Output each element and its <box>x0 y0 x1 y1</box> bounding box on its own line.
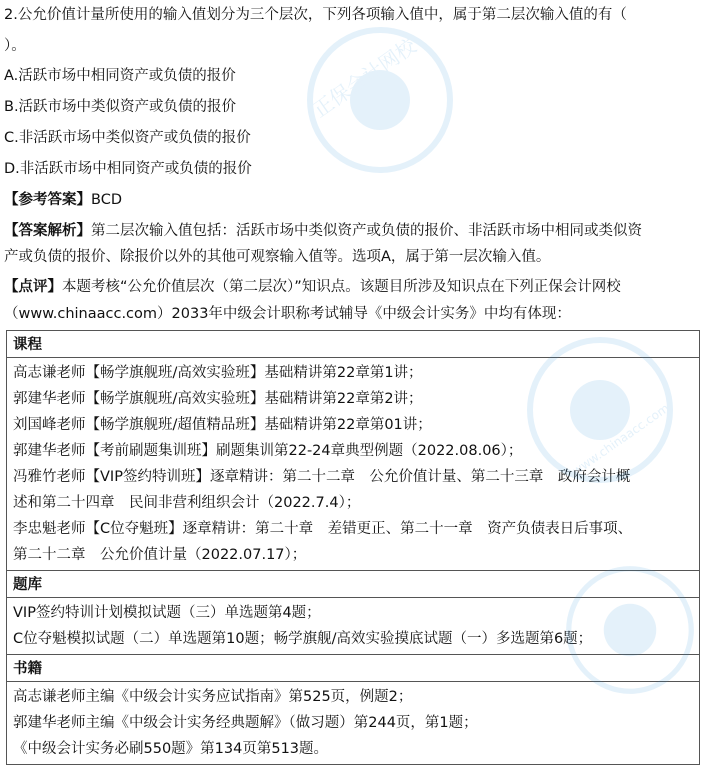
option-b: B.活跃市场中类似资产或负债的报价 <box>4 99 237 115</box>
watermark-sub: www.chinaacc.com <box>569 400 672 479</box>
course-item: 高志谦老师【畅学旗舰班/高效实验班】基础精讲第22章第1讲； <box>13 365 423 381</box>
analysis-line-1 <box>4 220 712 242</box>
resource-table <box>6 330 700 765</box>
watermark-text: 正保会计网校 <box>308 33 421 123</box>
comment-text-2: （www.chinaacc.com）2033年中级会计职称考试辅导《中级会计实务》中均有体现： <box>4 306 571 322</box>
option-c: C.非活跃市场中类似资产或负债的报价 <box>4 130 251 146</box>
course-item: 述和第二十四章 民间非营利组织会计（2022.7.4）； <box>13 495 361 511</box>
bank-header: 题库 <box>7 571 700 598</box>
book-item: 《中级会计实务必刷550题》第134页第513题。 <box>13 741 329 757</box>
bank-item: VIP签约特训计划模拟试题（三）单选题第4题； <box>13 605 321 621</box>
analysis-label: 【答案解析】 <box>4 223 91 239</box>
analysis-text-1: 第二层次输入值包括：活跃市场中类似资产或负债的报价、非活跃市场中相同或类似资 <box>91 223 642 239</box>
comment-text-1: 本题考核“公允价值层次（第二层次）”知识点。该题目所涉及知识点在下列正保会计网校 <box>62 279 621 295</box>
answer-value: BCD <box>91 192 122 208</box>
book-item: 高志谦老师主编《中级会计实务应试指南》第525页，例题2； <box>13 689 413 705</box>
question-document <box>4 4 712 765</box>
option-d: D.非活跃市场中相同资产或负债的报价 <box>4 161 252 177</box>
answer-line <box>4 189 712 211</box>
question-stem-close: ）。 <box>4 38 26 54</box>
answer-label: 【参考答案】 <box>4 192 91 208</box>
course-item: 郭建华老师【考前刷题集训班】刷题集训第22-24章典型例题（2022.08.06）； <box>13 443 523 459</box>
courses-cell <box>7 358 700 571</box>
course-item: 李忠魁老师【C位夺魁班】逐章精讲：第二十章 差错更正、第二十一章 资产负债表日后事项、 <box>13 521 633 537</box>
courses-header: 课程 <box>7 331 700 358</box>
course-item: 第二十二章 公允价值计量（2022.07.17）； <box>13 547 307 563</box>
option-a: A.活跃市场中相同资产或负债的报价 <box>4 68 236 84</box>
comment-line-1 <box>4 276 712 298</box>
course-item: 刘国峰老师【畅学旗舰班/超值精品班】基础精讲第22章第01讲； <box>13 417 432 433</box>
course-item: 冯雅竹老师【VIP签约特训班】逐章精讲：第二十二章 公允价值计量、第二十三章 政府会计概 <box>13 469 631 485</box>
book-item: 郭建华老师主编《中级会计实务经典题解》（做习题）第244页，第1题； <box>13 715 478 731</box>
bank-item: C位夺魁模拟试题（二）单选题第10题；畅学旗舰/高效实验摸底试题（一）多选题第6题； <box>13 631 593 647</box>
question-stem: 2.公允价值计量所使用的输入值划分为三个层次，下列各项输入值中，属于第二层次输入值的有（ <box>4 7 627 23</box>
bank-cell <box>7 598 700 655</box>
analysis-text-2: 产或负债的报价、除报价以外的其他可观察输入值等。选项A，属于第一层次输入值。 <box>4 249 551 265</box>
course-item: 郭建华老师【畅学旗舰班/高效实验班】基础精讲第22章第2讲； <box>13 391 423 407</box>
books-cell <box>7 682 700 765</box>
books-header: 书籍 <box>7 655 700 682</box>
comment-label: 【点评】 <box>4 279 62 295</box>
